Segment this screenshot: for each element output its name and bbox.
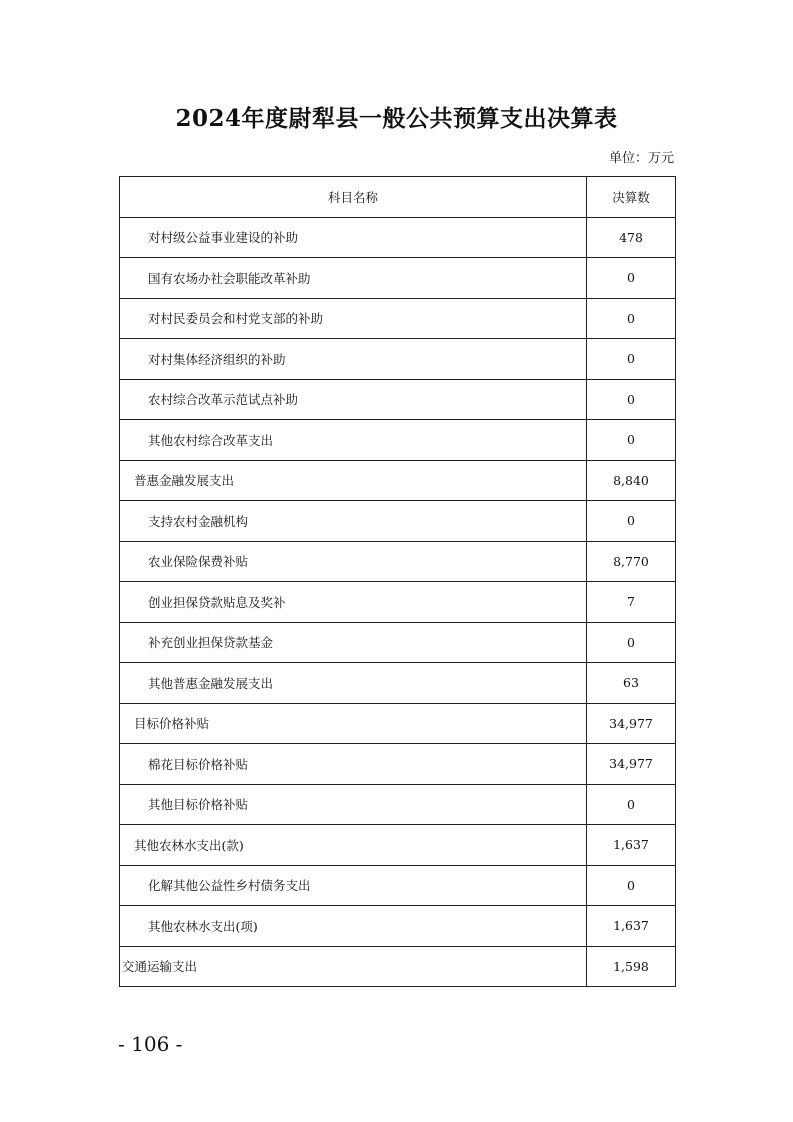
row-subject-name: 棉花目标价格补贴	[120, 744, 587, 785]
table-row	[120, 582, 676, 623]
header-subject-name: 科目名称	[120, 177, 587, 218]
row-subject-name: 交通运输支出	[120, 946, 587, 987]
row-final-amount: 0	[587, 339, 676, 380]
table-row	[120, 865, 676, 906]
budget-table	[119, 176, 676, 987]
row-final-amount: 8,770	[587, 541, 676, 582]
table-row	[120, 460, 676, 501]
row-final-amount: 1,637	[587, 906, 676, 947]
row-final-amount: 63	[587, 663, 676, 704]
row-final-amount: 0	[587, 298, 676, 339]
row-subject-name: 支持农村金融机构	[120, 501, 587, 542]
table-row	[120, 541, 676, 582]
table-row	[120, 379, 676, 420]
row-final-amount: 8,840	[587, 460, 676, 501]
table-row	[120, 784, 676, 825]
row-final-amount: 0	[587, 784, 676, 825]
table-row	[120, 825, 676, 866]
row-final-amount: 478	[587, 217, 676, 258]
row-subject-name: 普惠金融发展支出	[120, 460, 587, 501]
table-row	[120, 663, 676, 704]
row-subject-name: 对村集体经济组织的补助	[120, 339, 587, 380]
page-title: 2024年度尉犁县一般公共预算支出决算表	[175, 105, 618, 132]
row-subject-name: 化解其他公益性乡村债务支出	[120, 865, 587, 906]
row-subject-name: 其他农林水支出(项)	[120, 906, 587, 947]
row-subject-name: 对村民委员会和村党支部的补助	[120, 298, 587, 339]
row-final-amount: 0	[587, 501, 676, 542]
table-row	[120, 622, 676, 663]
row-final-amount: 0	[587, 258, 676, 299]
row-final-amount: 34,977	[587, 744, 676, 785]
row-final-amount: 0	[587, 622, 676, 663]
table-row	[120, 703, 676, 744]
table-row	[120, 298, 676, 339]
row-final-amount: 7	[587, 582, 676, 623]
row-subject-name: 农村综合改革示范试点补助	[120, 379, 587, 420]
row-subject-name: 其他农林水支出(款)	[120, 825, 587, 866]
row-final-amount: 34,977	[587, 703, 676, 744]
row-subject-name: 农业保险保费补贴	[120, 541, 587, 582]
table-header-row	[120, 177, 676, 218]
row-final-amount: 1,637	[587, 825, 676, 866]
row-subject-name: 国有农场办社会职能改革补助	[120, 258, 587, 299]
row-subject-name: 创业担保贷款贴息及奖补	[120, 582, 587, 623]
unit-label: 单位：万元	[608, 151, 674, 166]
page-number: - 106 -	[118, 1032, 183, 1056]
table-row	[120, 501, 676, 542]
row-final-amount: 0	[587, 865, 676, 906]
row-subject-name: 其他农村综合改革支出	[120, 420, 587, 461]
row-final-amount: 1,598	[587, 946, 676, 987]
table-row	[120, 744, 676, 785]
table-row	[120, 217, 676, 258]
row-final-amount: 0	[587, 379, 676, 420]
table-row	[120, 258, 676, 299]
table-row	[120, 339, 676, 380]
row-subject-name: 目标价格补贴	[120, 703, 587, 744]
row-subject-name: 对村级公益事业建设的补助	[120, 217, 587, 258]
table-row	[120, 946, 676, 987]
row-subject-name: 补充创业担保贷款基金	[120, 622, 587, 663]
table-row	[120, 906, 676, 947]
row-final-amount: 0	[587, 420, 676, 461]
header-final-amount: 决算数	[587, 177, 676, 218]
table-row	[120, 420, 676, 461]
row-subject-name: 其他普惠金融发展支出	[120, 663, 587, 704]
row-subject-name: 其他目标价格补贴	[120, 784, 587, 825]
